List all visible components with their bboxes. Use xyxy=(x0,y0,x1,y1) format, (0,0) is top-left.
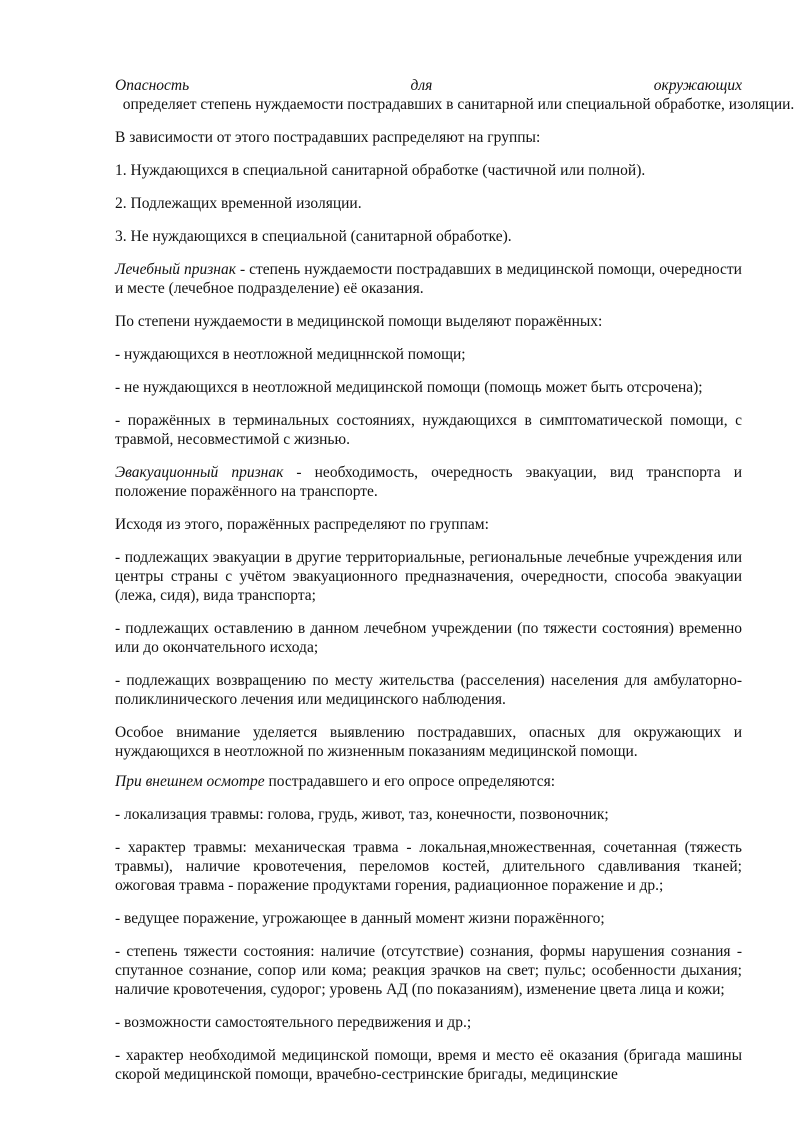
list-item xyxy=(115,909,742,928)
list-item xyxy=(115,227,742,246)
list-item xyxy=(115,548,742,605)
paragraph-lead-italic: При внешнем осмотре xyxy=(115,773,265,790)
paragraph xyxy=(115,723,742,761)
list-item xyxy=(115,1046,742,1084)
list-item-text: 1. Нуждающихся в специальной санитарной обработке (частичной или полной). xyxy=(115,162,646,179)
paragraph-lead-italic: Лечебный признак xyxy=(115,261,236,278)
paragraph xyxy=(115,76,795,114)
list-item-text: - степень тяжести состояния: наличие (отсутствие) сознания, формы нарушения сознания - спутанное сознание, сопор или кома; реакция зрачков на свет; пульс; особенности дыхания; наличие кровотечения, судорог; уровень АД (по показаниям), изменение цвета лица и кожи; xyxy=(115,943,742,998)
paragraph-lead-italic: Опасность для окружающих xyxy=(115,77,742,94)
list-item xyxy=(115,838,742,895)
list-item-text: - поражённых в терминальных состояниях, нуждающихся в симптоматической помощи, с травмой, несовместимой с жизнью. xyxy=(115,412,742,448)
paragraph xyxy=(115,772,742,791)
paragraph-text: Особое внимание уделяется выявлению пострадавших, опасных для окружающих и нуждающихся в неотложной по жизненным показаниям медицинской помощи. xyxy=(115,724,742,760)
list-item xyxy=(115,194,742,213)
paragraph-text: - необходимость, очередность эвакуации, вид транспорта и положение поражённого на транспорте. xyxy=(115,464,743,500)
paragraph-text: В зависимости от этого пострадавших распределяют на группы: xyxy=(115,129,541,146)
list-item xyxy=(115,619,742,657)
list-item-text: - возможности самостоятельного передвижения и др.; xyxy=(115,1014,472,1031)
paragraph xyxy=(115,463,742,501)
paragraph-text: пострадавшего и его опросе определяются: xyxy=(264,773,556,790)
list-item-text: - локализация травмы: голова, грудь, живот, таз, конечности, позвоночник; xyxy=(115,806,609,823)
paragraph-text: По степени нуждаемости в медицинской помощи выделяют поражённых: xyxy=(115,313,603,330)
document-body xyxy=(115,76,795,1098)
list-item xyxy=(115,1013,742,1032)
list-item-text: - подлежащих эвакуации в другие территориальные, региональные лечебные учреждения или центры страны с учётом эвакуационного предназначения, очередности, способа эвакуации (лежа, сидя), вида транспорта; xyxy=(115,549,742,604)
list-item-text: - не нуждающихся в неотложной медицинской помощи (помощь может быть отсрочена); xyxy=(115,379,703,396)
list-item-text: - подлежащих оставлению в данном лечебном учреждении (по тяжести состояния) временно или до окончательного исхода; xyxy=(115,620,742,656)
paragraph xyxy=(115,515,742,534)
list-item-text: - нуждающихся в неотложной медицннской помощи; xyxy=(115,346,466,363)
list-item-text: - характер необходимой медицинской помощи, время и место её оказания (бригада машины скорой медицинской помощи, врачебно-сестринские бригады, медицинские xyxy=(115,1047,742,1083)
list-item-text: 3. Не нуждающихся в специальной (санитарной обработке). xyxy=(115,228,512,245)
list-item xyxy=(115,942,742,999)
list-item-text: - подлежащих возвращению по месту жительства (расселения) населения для амбулаторно-поликлинического лечения или медицинского наблюдения. xyxy=(115,672,742,708)
paragraph-text: определяет степень нуждаемости пострадавших в санитарной или специальной обработке, изоляции. xyxy=(115,96,795,113)
paragraph-lead-italic: Эвакуационный признак xyxy=(115,464,284,481)
list-item xyxy=(115,161,742,180)
paragraph xyxy=(115,312,742,331)
list-item-text: - характер травмы: механическая травма - локальная,множественная, сочетанная (тяжесть травмы), наличие кровотечения, переломов костей, длительного сдавливания тканей; ожоговая травма - поражение продуктами горения, радиационное поражение и др.; xyxy=(115,839,742,894)
list-item xyxy=(115,411,742,449)
list-item xyxy=(115,805,742,824)
list-item-text: - ведущее поражение, угрожающее в данный момент жизни поражённого; xyxy=(115,910,605,927)
paragraph-text: - степень нуждаемости пострадавших в медицинской помощи, очередности и месте (лечебное подразделение) её оказания. xyxy=(115,261,742,297)
paragraph xyxy=(115,260,742,298)
list-item xyxy=(115,345,742,364)
paragraph-text: Исходя из этого, поражённых распределяют по группам: xyxy=(115,516,489,533)
list-item xyxy=(115,671,742,709)
list-item-text: 2. Подлежащих временной изоляции. xyxy=(115,195,362,212)
list-item xyxy=(115,378,742,397)
paragraph xyxy=(115,128,742,147)
